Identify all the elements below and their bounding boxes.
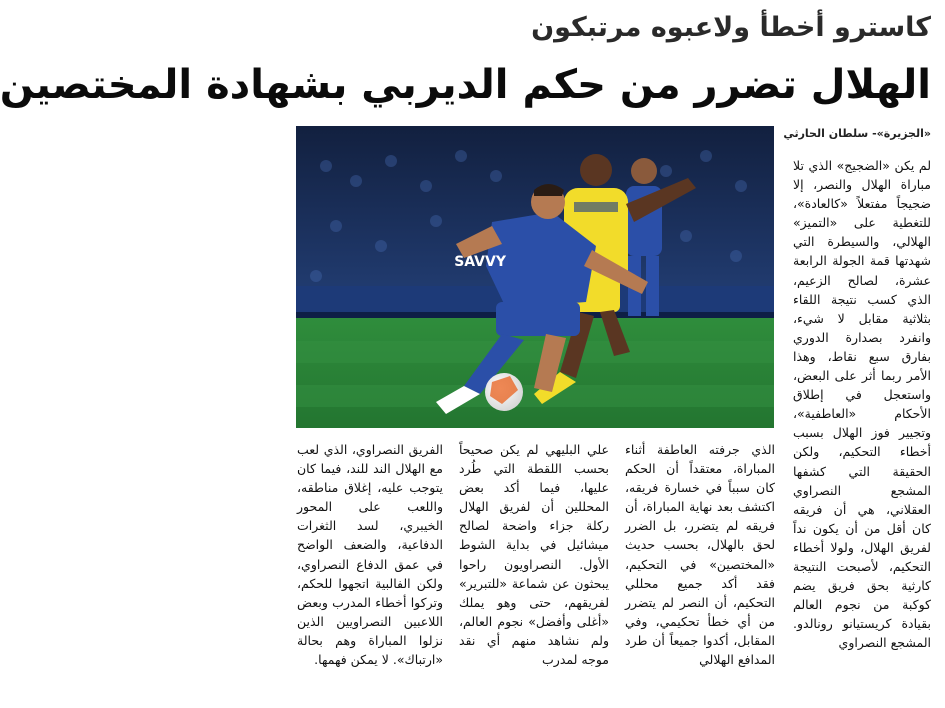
- kicker: كاسترو أخطأ ولاعبوه مرتبكون: [531, 12, 931, 43]
- match-photo: [296, 126, 774, 428]
- article-column-4: [297, 440, 443, 706]
- byline: «الجزيرة»- سلطان الحارثي: [783, 127, 931, 140]
- column-text: لم يكن «الضجيج» الذي تلا مباراة الهلال والنصر، إلا ضجيجاً مفتعلاً «كالعادة»، للتغطية على «التميز» الهلالي، والسيطرة التي شهدتها قمة الجولة الرابعة عشرة، لصالح الزعيم، الذي كسب نتيجة اللقاء بثلاثية مقابل لا شيء، وانفرد بصدارة الدوري بفارق سبع نقاط، وهذا الأمر ربما أثر على البعض، واستعجل في إطلاق الأحكام «العاطفية»، وتجيير فوز الهلال بسبب أخطاء التحكيم، ولكن الحقيقة التي كشفها المشجع النصراوي العقلاني، هي أن فريقه كان أقل من أن يكون نداً لفريق الهلال، ولولا أخطاء التحكيم، لأصبحت النتيجة كارثية بحق فريق يضم كوكبة من نجوم العالم بقيادة كريستيانو رونالدو. المشجع النصراوي: [793, 158, 931, 651]
- article-column-2: [625, 440, 775, 706]
- column-text: علي البليهي لم يكن صحيحاً بحسب اللقطة التي طُرد عليها، فيما أكد بعض المحللين أن لفريق الهلال ركلة جزاء واضحة لصالح ميشائيل في بداية الشوط الأول. النصراويون راحوا يبحثون عن شماعة «للتبرير» لفريقهم، حتى وهو يملك «أغلى وأفضل» نجوم العالم، ولم نشاهد منهم أي نقد موجه لمدرب: [459, 442, 609, 668]
- article-column-3: [459, 440, 609, 706]
- article-column-1: [793, 156, 931, 704]
- column-text: الفريق النصراوي، الذي لعب مع الهلال الند للند، فيما كان يتوجب عليه، إغلاق مناطقه، واللعب على المحور الخيبري، لسد الثغرات الدفاعية، والضعف الواضح في عمق الدفاع النصراوي، ولكن الفالبية اتجهوا للحكم، وتركوا أخطاء المدرب وبعض اللاعبين النصراويين الذين نزلوا المباراة وهم بحالة «ارتباك». لا يمكن فهمها.: [297, 442, 443, 668]
- headline: الهلال تضرر من حكم الديربي بشهادة المختصين: [0, 62, 931, 108]
- jersey-sponsor: SAVVY: [454, 254, 506, 270]
- column-text: الذي جرفته العاطفة أثناء المباراة، معتقداً أن الحكم كان سبباً في خسارة فريقه، اكتشف بعد نهاية المباراة، أن فريقه لم يتضرر، بل الضرر لحق بالهلال، بحسب حديث «المختصين» في التحكيم، فقد أكد جميع محللي التحكيم، أن النصر لم يتضرر من أي خطأ تحكيمي، وفي المقابل، أكدوا جميعاً أن طرد المدافع الهلالي: [625, 442, 775, 668]
